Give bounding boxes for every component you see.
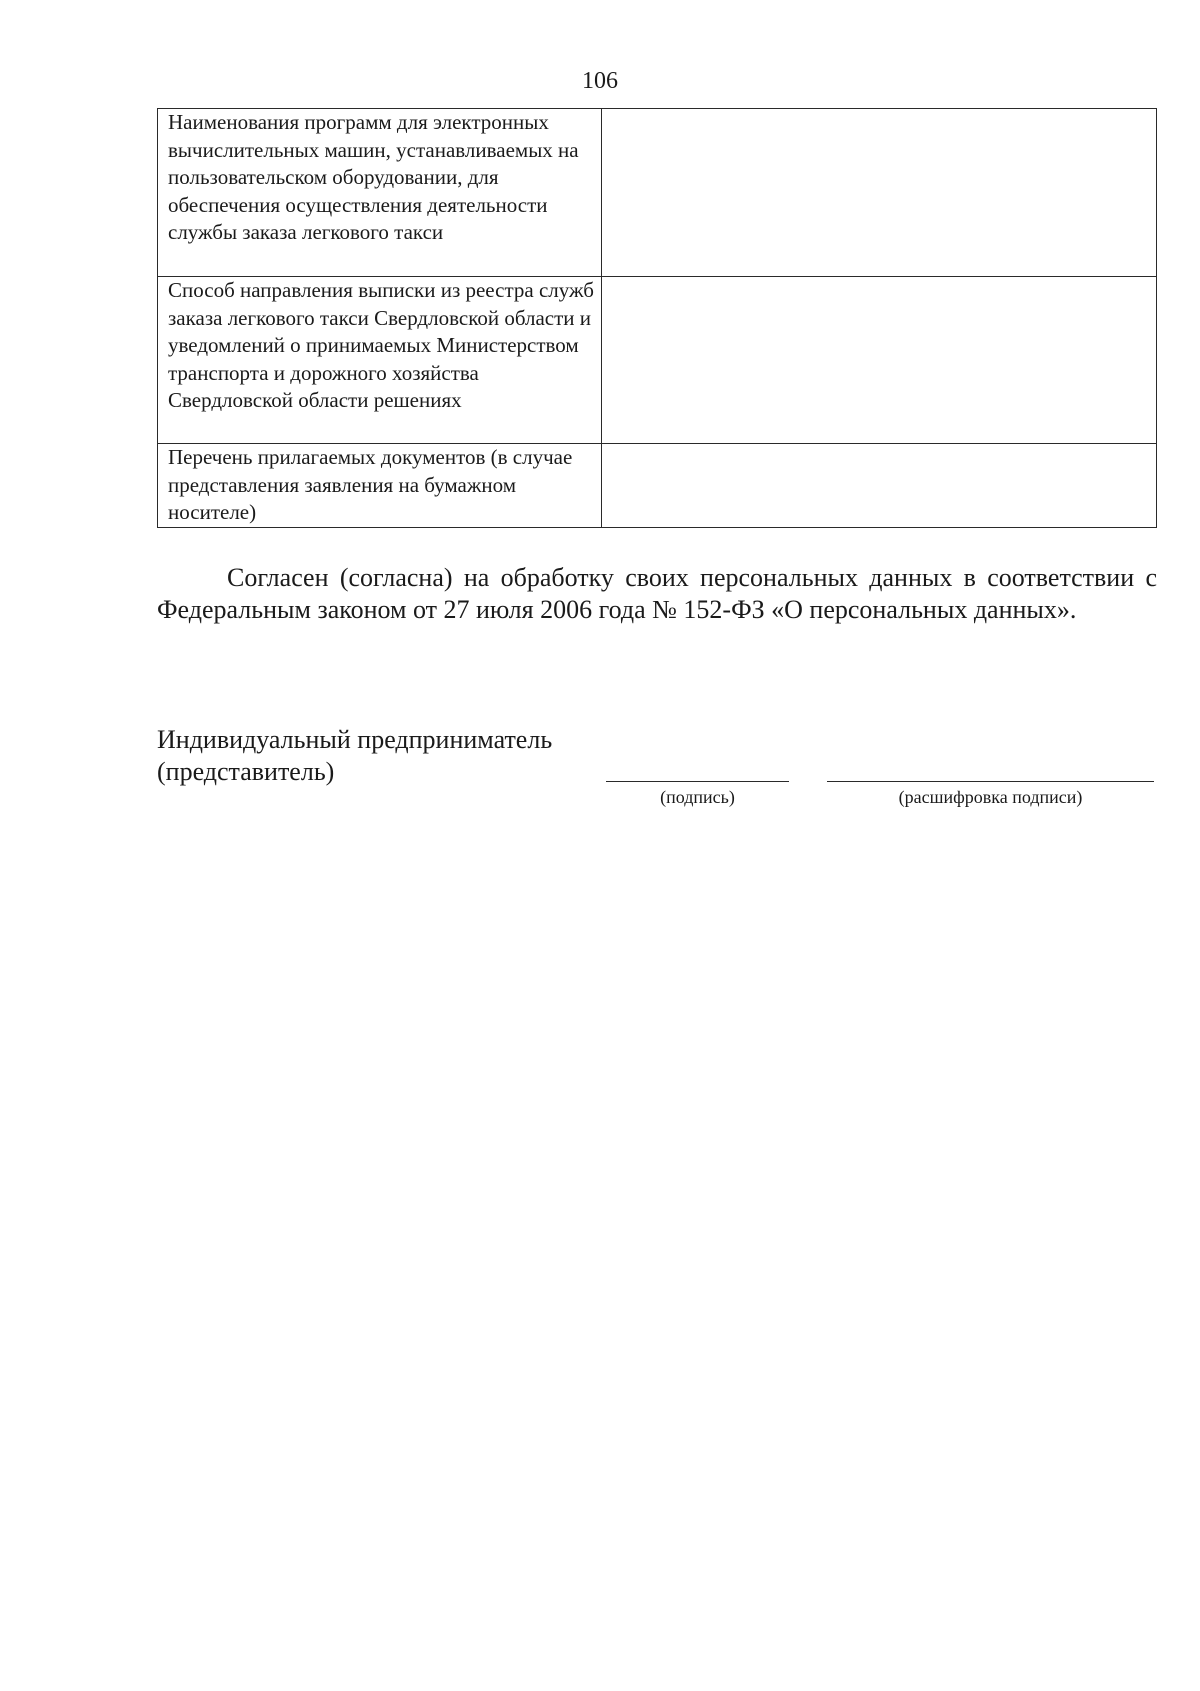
field-value-software[interactable] (602, 109, 1157, 277)
field-label-attached-documents: Перечень прилагаемых документов (в случае представления заявления на бумажном носителе) (158, 444, 602, 528)
field-value-attached-documents[interactable] (602, 444, 1157, 528)
table-row (158, 444, 1157, 528)
page-number: 106 (582, 68, 618, 94)
consent-statement: Согласен (согласна) на обработку своих персональных данных в соответствии с Федеральным законом от 27 июля 2006 года № 152-ФЗ «О персональных данных». (157, 563, 1157, 624)
table-row (158, 109, 1157, 277)
application-form-table (157, 108, 1157, 528)
field-label-delivery-method: Способ направления выписки из реестра служб заказа легкового такси Свердловской области и уведомлений о принимаемых Министерством транспорта и дорожного хозяйства Свердловской области решениях (158, 277, 602, 444)
field-value-delivery-method[interactable] (602, 277, 1157, 444)
signature-decoding-caption: (расшифровка подписи) (898, 787, 1083, 807)
signature-line[interactable] (606, 781, 789, 782)
signer-title: Индивидуальный предприниматель (представитель) (157, 725, 553, 786)
field-label-software: Наименования программ для электронных вычислительных машин, устанавливаемых на пользовательском оборудовании, для обеспечения осуществления деятельности службы заказа легкового такси (158, 109, 602, 277)
signature-caption: (подпись) (660, 787, 735, 807)
table-row (158, 277, 1157, 444)
signature-decoding-line[interactable] (827, 781, 1154, 782)
